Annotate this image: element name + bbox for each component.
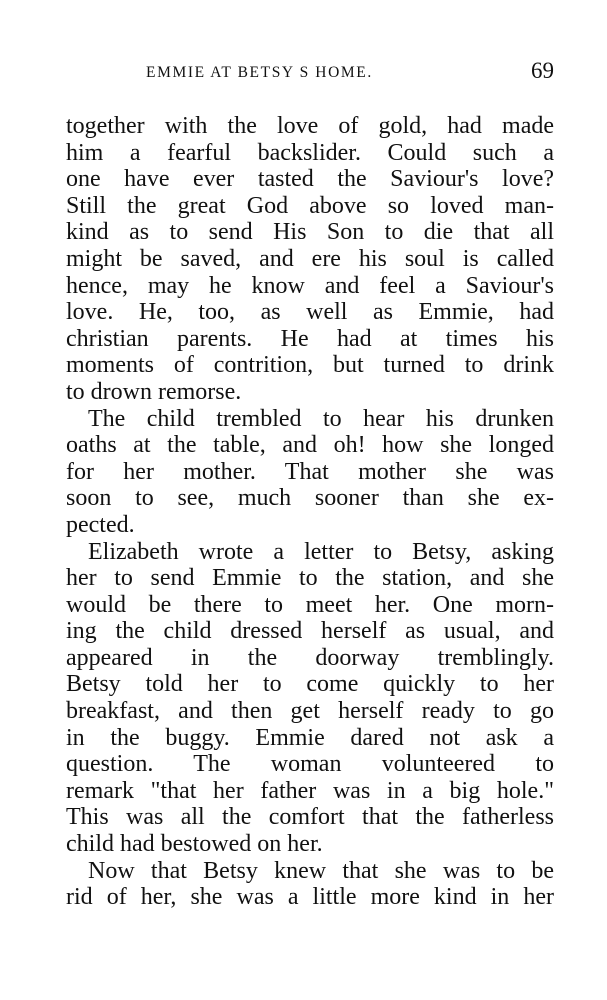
text-line: The child trembled to hear his drunken <box>88 405 554 432</box>
body-text <box>66 113 554 911</box>
running-head: EMMIE AT BETSY S HOME. <box>146 64 373 81</box>
text-line: him a fearful backslider. Could such a <box>66 139 554 166</box>
text-line: Elizabeth wrote a letter to Betsy, asking <box>88 538 554 565</box>
text-line: question. The woman volunteered to <box>66 751 554 778</box>
text-line: pected. <box>66 511 135 538</box>
text-line: Still the great God above so loved man- <box>66 192 554 219</box>
text-line: kind as to send His Son to die that all <box>66 219 554 246</box>
page-header <box>66 58 554 88</box>
text-line: in the buggy. Emmie dared not ask a <box>66 724 554 751</box>
page-number: 69 <box>531 58 554 83</box>
text-line: for her mother. That mother she was <box>66 458 554 485</box>
text-line: moments of contrition, but turned to drink <box>66 352 554 379</box>
text-line: remark "that her father was in a big hole." <box>66 777 554 804</box>
text-line: hence, may he know and feel a Saviour's <box>66 272 554 299</box>
text-line: ing the child dressed herself as usual, and <box>66 618 554 645</box>
text-line: breakfast, and then get herself ready to go <box>66 698 554 725</box>
text-line: oaths at the table, and oh! how she longed <box>66 432 554 459</box>
text-line: rid of her, she was a little more kind in her <box>66 884 554 911</box>
text-line: appeared in the doorway tremblingly. <box>66 644 554 671</box>
text-line: Now that Betsy knew that she was to be <box>88 857 554 884</box>
text-line: together with the love of gold, had made <box>66 113 554 139</box>
text-line: would be there to meet her. One morn- <box>66 591 554 618</box>
text-line: Betsy told her to come quickly to her <box>66 671 554 698</box>
text-line: her to send Emmie to the station, and she <box>66 565 554 592</box>
text-line: christian parents. He had at times his <box>66 325 554 352</box>
text-line: child had bestowed on her. <box>66 831 323 858</box>
text-line: might be saved, and ere his soul is called <box>66 245 554 272</box>
text-line: to drown remorse. <box>66 378 242 405</box>
text-line: This was all the comfort that the fatherless <box>66 804 554 831</box>
text-line: love. He, too, as well as Emmie, had <box>66 299 554 326</box>
text-line: one have ever tasted the Saviour's love? <box>66 166 554 193</box>
text-line: soon to see, much sooner than she ex- <box>66 485 554 512</box>
